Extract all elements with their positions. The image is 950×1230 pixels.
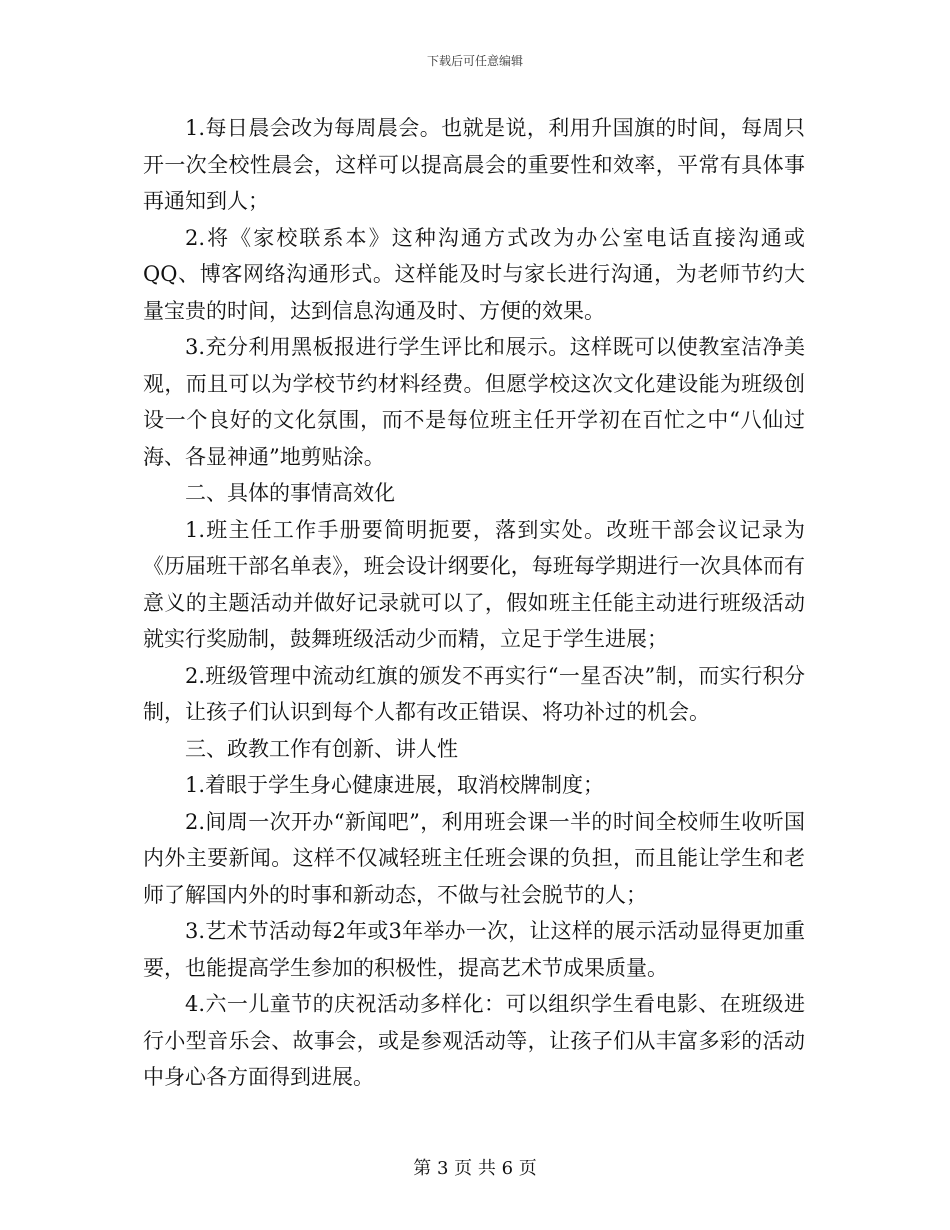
paragraph-8: 3.艺术节活动每2年或3年举办一次，让这样的展示活动显得更加重要，也能提高学生参加的积极性，提高艺术节成果质量。 (143, 919, 805, 980)
page-number-footer: 第 3 页 共 6 页 (413, 1158, 537, 1179)
document-body (143, 110, 805, 1096)
section-heading-2: 二、具体的事情高效化 (185, 481, 395, 505)
paragraph-1: 1.每日晨会改为每周晨会。也就是说，利用升国旗的时间，每周只开一次全校性晨会，这样可以提高晨会的重要性和效率，平常有具体事再通知到人； (143, 116, 805, 213)
paragraph-3: 3.充分利用黑板报进行学生评比和展示。这样既可以使教室洁净美观，而且可以为学校节约材料经费。但愿学校这次文化建设能为班级创设一个良好的文化氛围，而不是每位班主任开学初在百忙之中“八仙过海、各显神通”地剪贴涂。 (143, 335, 805, 469)
section-heading-3: 三、政教工作有创新、讲人性 (185, 736, 458, 761)
paragraph-6: 1.着眼于学生身心健康进展，取消校牌制度； (185, 773, 605, 797)
paragraph-7: 2.间周一次开办“新闻吧”，利用班会课一半的时间全校师生收听国内外主要新闻。这样不仅减轻班主任班会课的负担，而且能让学生和老师了解国内外的时事和新动态，不做与社会脱节的人； (143, 809, 805, 907)
page-header: 下载后可任意编辑 (426, 54, 523, 68)
paragraph-9: 4.六一儿童节的庆祝活动多样化：可以组织学生看电影、在班级进行小型音乐会、故事会，或是参观活动等，让孩子们从丰富多彩的活动中身心各方面得到进展。 (143, 992, 805, 1089)
paragraph-4: 1.班主任工作手册要简明扼要，落到实处。改班干部会议记录为《历届班干部名单表》，班会设计纲要化，每班每学期进行一次具体而有意义的主题活动并做好记录就可以了，假如班主任能主动进行班级活动就实行奖励制，鼓舞班级活动少而精，立足于学生进展； (143, 517, 805, 651)
paragraph-5: 2.班级管理中流动红旗的颁发不再实行“一星否决”制，而实行积分制，让孩子们认识到每个人都有改正错误、将功补过的机会。 (143, 663, 805, 724)
paragraph-2: 2.将《家校联系本》这种沟通方式改为办公室电话直接沟通或QQ、博客网络沟通形式。这样能及时与家长进行沟通，为老师节约大量宝贵的时间，达到信息沟通及时、方便的效果。 (143, 225, 805, 323)
